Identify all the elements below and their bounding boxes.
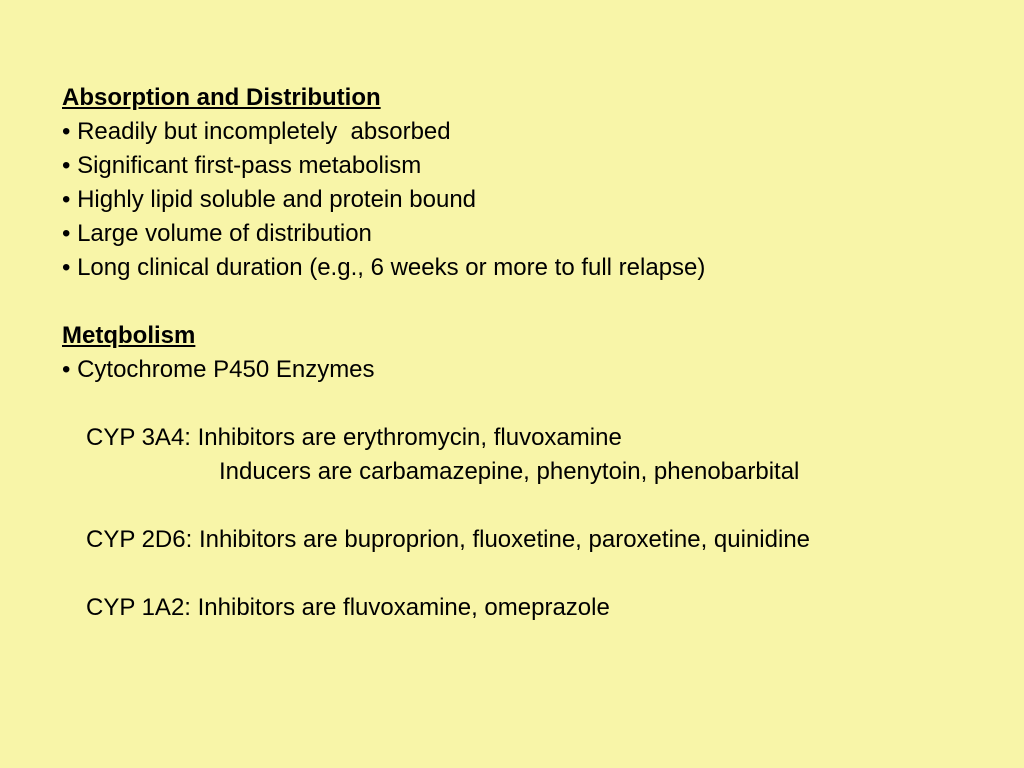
cyp3a4-inducers: Inducers are carbamazepine, phenytoin, phenobarbital: [219, 458, 800, 485]
absorption-bullet: • Long clinical duration (e.g., 6 weeks or more to full relapse): [62, 254, 706, 281]
absorption-bullet: • Readily but incompletely absorbed: [62, 118, 451, 145]
cyp1a2-inhibitors: CYP 1A2: Inhibitors are fluvoxamine, omeprazole: [86, 594, 610, 621]
cyp3a4-inhibitors: CYP 3A4: Inhibitors are erythromycin, fluvoxamine: [86, 424, 622, 451]
absorption-heading: Absorption and Distribution: [62, 84, 381, 111]
spacer: [62, 489, 810, 523]
slide-content: [62, 81, 810, 625]
metabolism-heading: Metqbolism: [62, 322, 196, 349]
spacer: [62, 285, 810, 319]
spacer: [62, 557, 810, 591]
cyp2d6-inhibitors: CYP 2D6: Inhibitors are buproprion, fluoxetine, paroxetine, quinidine: [86, 526, 811, 553]
metabolism-bullet: • Cytochrome P450 Enzymes: [62, 356, 375, 383]
absorption-bullet: • Large volume of distribution: [62, 220, 372, 247]
absorption-bullet: • Significant first-pass metabolism: [62, 152, 422, 179]
absorption-bullet: • Highly lipid soluble and protein bound: [62, 186, 477, 213]
spacer: [62, 387, 810, 421]
